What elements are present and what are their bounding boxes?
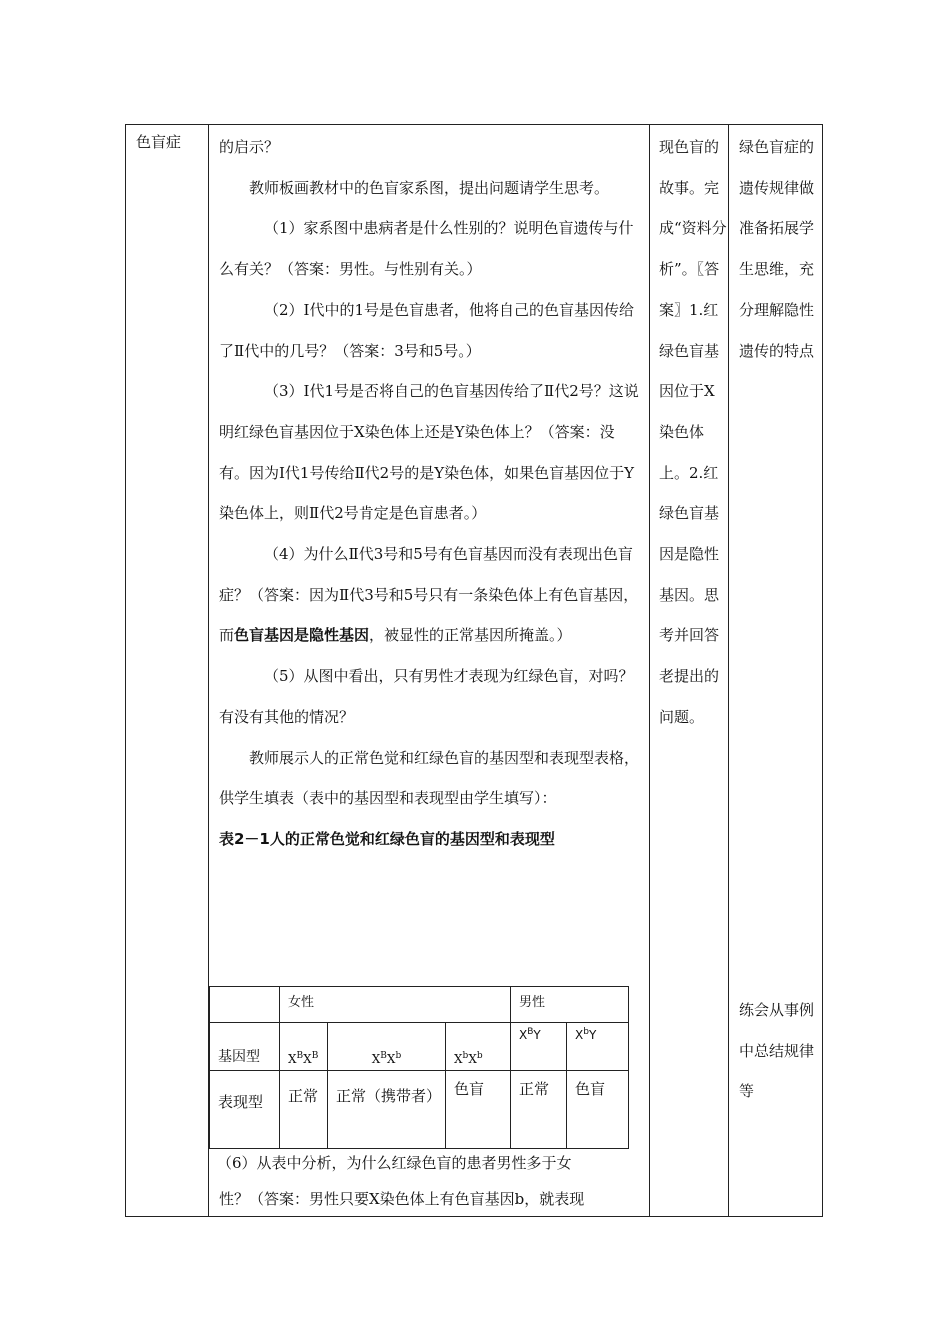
table-corner-cell <box>210 987 280 1023</box>
genotype-cell: $X^BX^B$ <box>280 1023 328 1071</box>
question-6-line-1: （6）从表中分析，为什么红绿色盲的患者男性多于女 <box>217 1154 572 1172</box>
genotype-cell: $X^bY$ <box>567 1023 629 1071</box>
phenotype-cell: 正常 <box>280 1071 328 1149</box>
question-4-emphasis: 色盲基因是隐性基因 <box>234 626 370 645</box>
row-phenotype-label: 表现型 <box>210 1071 280 1149</box>
paragraph: 的启示？ <box>219 138 280 156</box>
question-5: （5）从图中看出，只有男性才表现为红绿色盲，对吗？有没有其他的情况？ <box>219 667 634 726</box>
paragraph: 教师板画教材中的色盲家系图，提出问题请学生思考。 <box>249 178 610 197</box>
topic-text: 色盲症 <box>136 133 182 151</box>
design-intent-cell <box>729 124 823 371</box>
teacher-activity-cell <box>209 124 649 860</box>
question-4-text: （4）为什么Ⅱ代3号和5号有色盲基因而没有表现出色盲症？（答案：因为Ⅱ代3号和5号只有一条染色体上有色盲基因，而 <box>219 545 639 645</box>
question-6-line-2: 性？（答案：男性只要X染色体上有色盲基因b，就表现 <box>219 1190 585 1208</box>
question-4-text-end: ，被显性的正常基因所掩盖。） <box>369 626 572 645</box>
genotype-cell: $X^bX^b$ <box>446 1023 511 1071</box>
phenotype-cell: 正常（携带者） <box>328 1071 446 1149</box>
genotype-cell: $X^BY$ <box>511 1023 567 1071</box>
question-2: （2）Ⅰ代中的1号是色盲患者，他将自己的色盲基因传给了Ⅱ代中的几号？（答案：3号和5号。） <box>219 300 635 360</box>
topic-cell <box>126 124 208 156</box>
student-activity-text: 现色盲的故事。完成“资料分析”。〖答案〗1.红绿色盲基因位于X染色体上。2.红绿色盲基因是隐性基因。思考并回答老提出的问题。 <box>659 138 727 726</box>
male-header: 男性 <box>511 987 629 1023</box>
student-activity-cell <box>650 124 728 738</box>
question-1: （1）家系图中患病者是什么性别的？说明色盲遗传与什么有关？（答案：男性。与性别有关。） <box>219 219 634 279</box>
genotype-table <box>209 986 629 1149</box>
design-intent-text-2: 练会从事例中总结规律等 <box>739 1001 815 1101</box>
question-4 <box>219 534 641 656</box>
female-header: 女性 <box>280 987 511 1023</box>
genotype-cell: $X^BX^b$ <box>328 1023 446 1071</box>
table-caption: 表2－1人的正常色觉和红绿色盲的基因型和表现型 <box>219 829 555 848</box>
question-6 <box>209 1145 649 1217</box>
paragraph: 教师展示人的正常色觉和红绿色盲的基因型和表现型表格，供学生填表（表中的基因型和表现型由学生填写）： <box>219 748 640 808</box>
row-genotype-label: 基因型 <box>210 1023 280 1071</box>
phenotype-cell: 正常 <box>511 1071 567 1149</box>
question-3: （3）Ⅰ代1号是否将自己的色盲基因传给了Ⅱ代2号？这说明红绿色盲基因位于X染色体上还是Y染色体上？（答案：没有。因为Ⅰ代1号传给Ⅱ代2号的是Y染色体，如果色盲基因位于Y染色体上，则Ⅱ代2号肯定是色盲患者。） <box>219 382 639 523</box>
design-intent-text: 绿色盲症的遗传规律做准备拓展学生思维，充分理解隐性遗传的特点 <box>739 138 815 360</box>
phenotype-cell: 色盲 <box>446 1071 511 1149</box>
phenotype-cell: 色盲 <box>567 1071 629 1149</box>
